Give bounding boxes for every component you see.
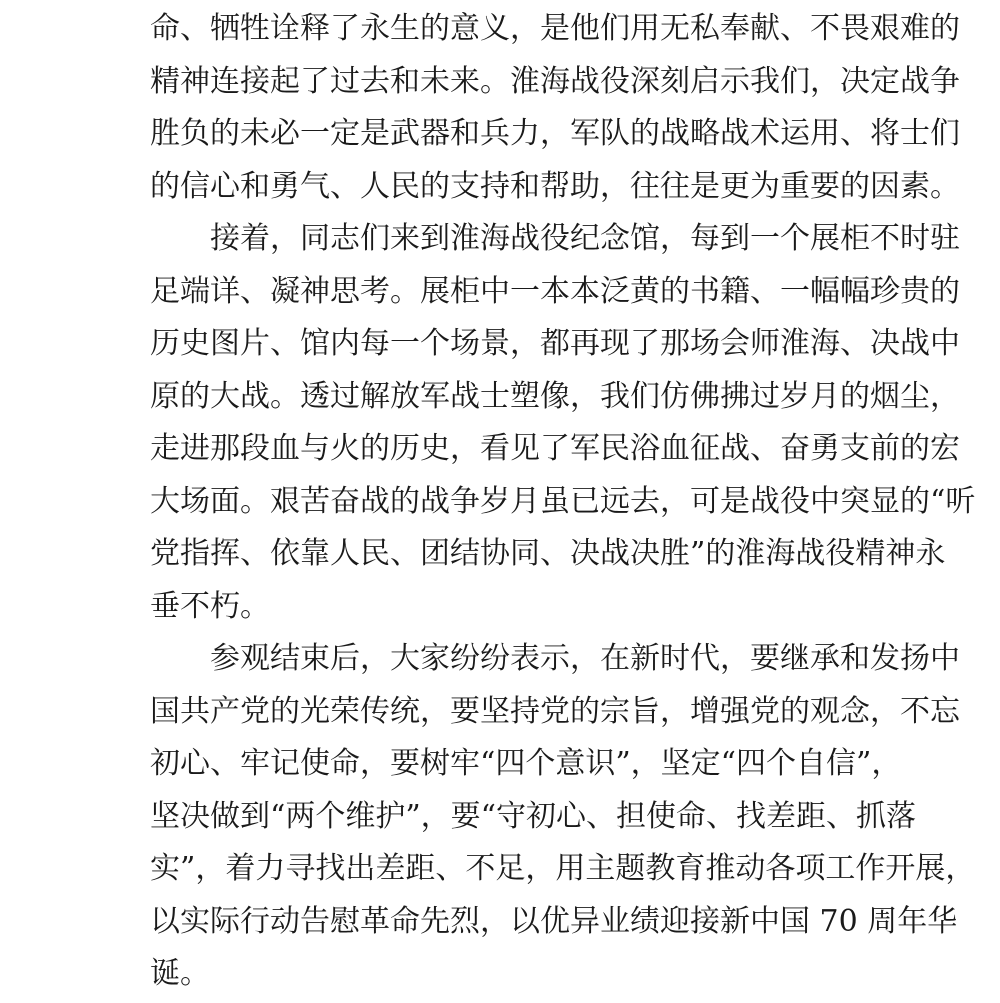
text-line: 足端详、凝神思考。展柜中一本本泛黄的书籍、一幅幅珍贵的 — [150, 273, 960, 309]
text-line: 大场面。艰苦奋战的战争岁月虽已远去，可是战役中突显的“听 — [150, 483, 976, 519]
text-line: 的信心和勇气、人民的支持和帮助，往往是更为重要的因素。 — [150, 168, 960, 204]
text-line: 胜负的未必一定是武器和兵力，军队的战略战术运用、将士们 — [150, 116, 960, 151]
text-line: 走进那段血与火的历史，看见了军民浴血征战、奋勇支前的宏 — [150, 431, 960, 466]
text-line: 以实际行动告慰革命先烈，以优异业绩迎接新中国 70 周年华 — [150, 903, 958, 939]
paragraph-first-line: 参观结束后，大家纷纷表示，在新时代，要继承和发扬中 — [210, 641, 960, 676]
text-line: 坚决做到“两个维护”，要“守初心、担使命、找差距、抓落 — [150, 798, 917, 834]
text-line: 精神连接起了过去和未来。淮海战役深刻启示我们，决定战争 — [150, 63, 960, 99]
text-line: 原的大战。透过解放军战士塑像，我们仿佛拂过岁月的烟尘， — [150, 378, 960, 414]
text-line: 垂不朽。 — [150, 588, 270, 624]
paragraph-first-line: 接着，同志们来到淮海战役纪念馆，每到一个展柜不时驻 — [210, 221, 960, 256]
text-line: 党指挥、依靠人民、团结协同、决战决胜”的淮海战役精神永 — [150, 536, 946, 571]
text-line: 国共产党的光荣传统，要坚持党的宗旨，增强党的观念，不忘 — [150, 693, 960, 729]
text-line: 实”，着力寻找出差距、不足，用主题教育推动各项工作开展， — [150, 851, 976, 886]
text-line: 诞。 — [150, 956, 210, 991]
text-line: 命、牺牲诠释了永生的意义，是他们用无私奉献、不畏艰难的 — [150, 11, 960, 46]
text-line: 历史图片、馆内每一个场景，都再现了那场会师淮海、决战中 — [150, 326, 960, 361]
text-line: 初心、牢记使命，要树牢“四个意识”，坚定“四个自信”， — [150, 746, 902, 781]
